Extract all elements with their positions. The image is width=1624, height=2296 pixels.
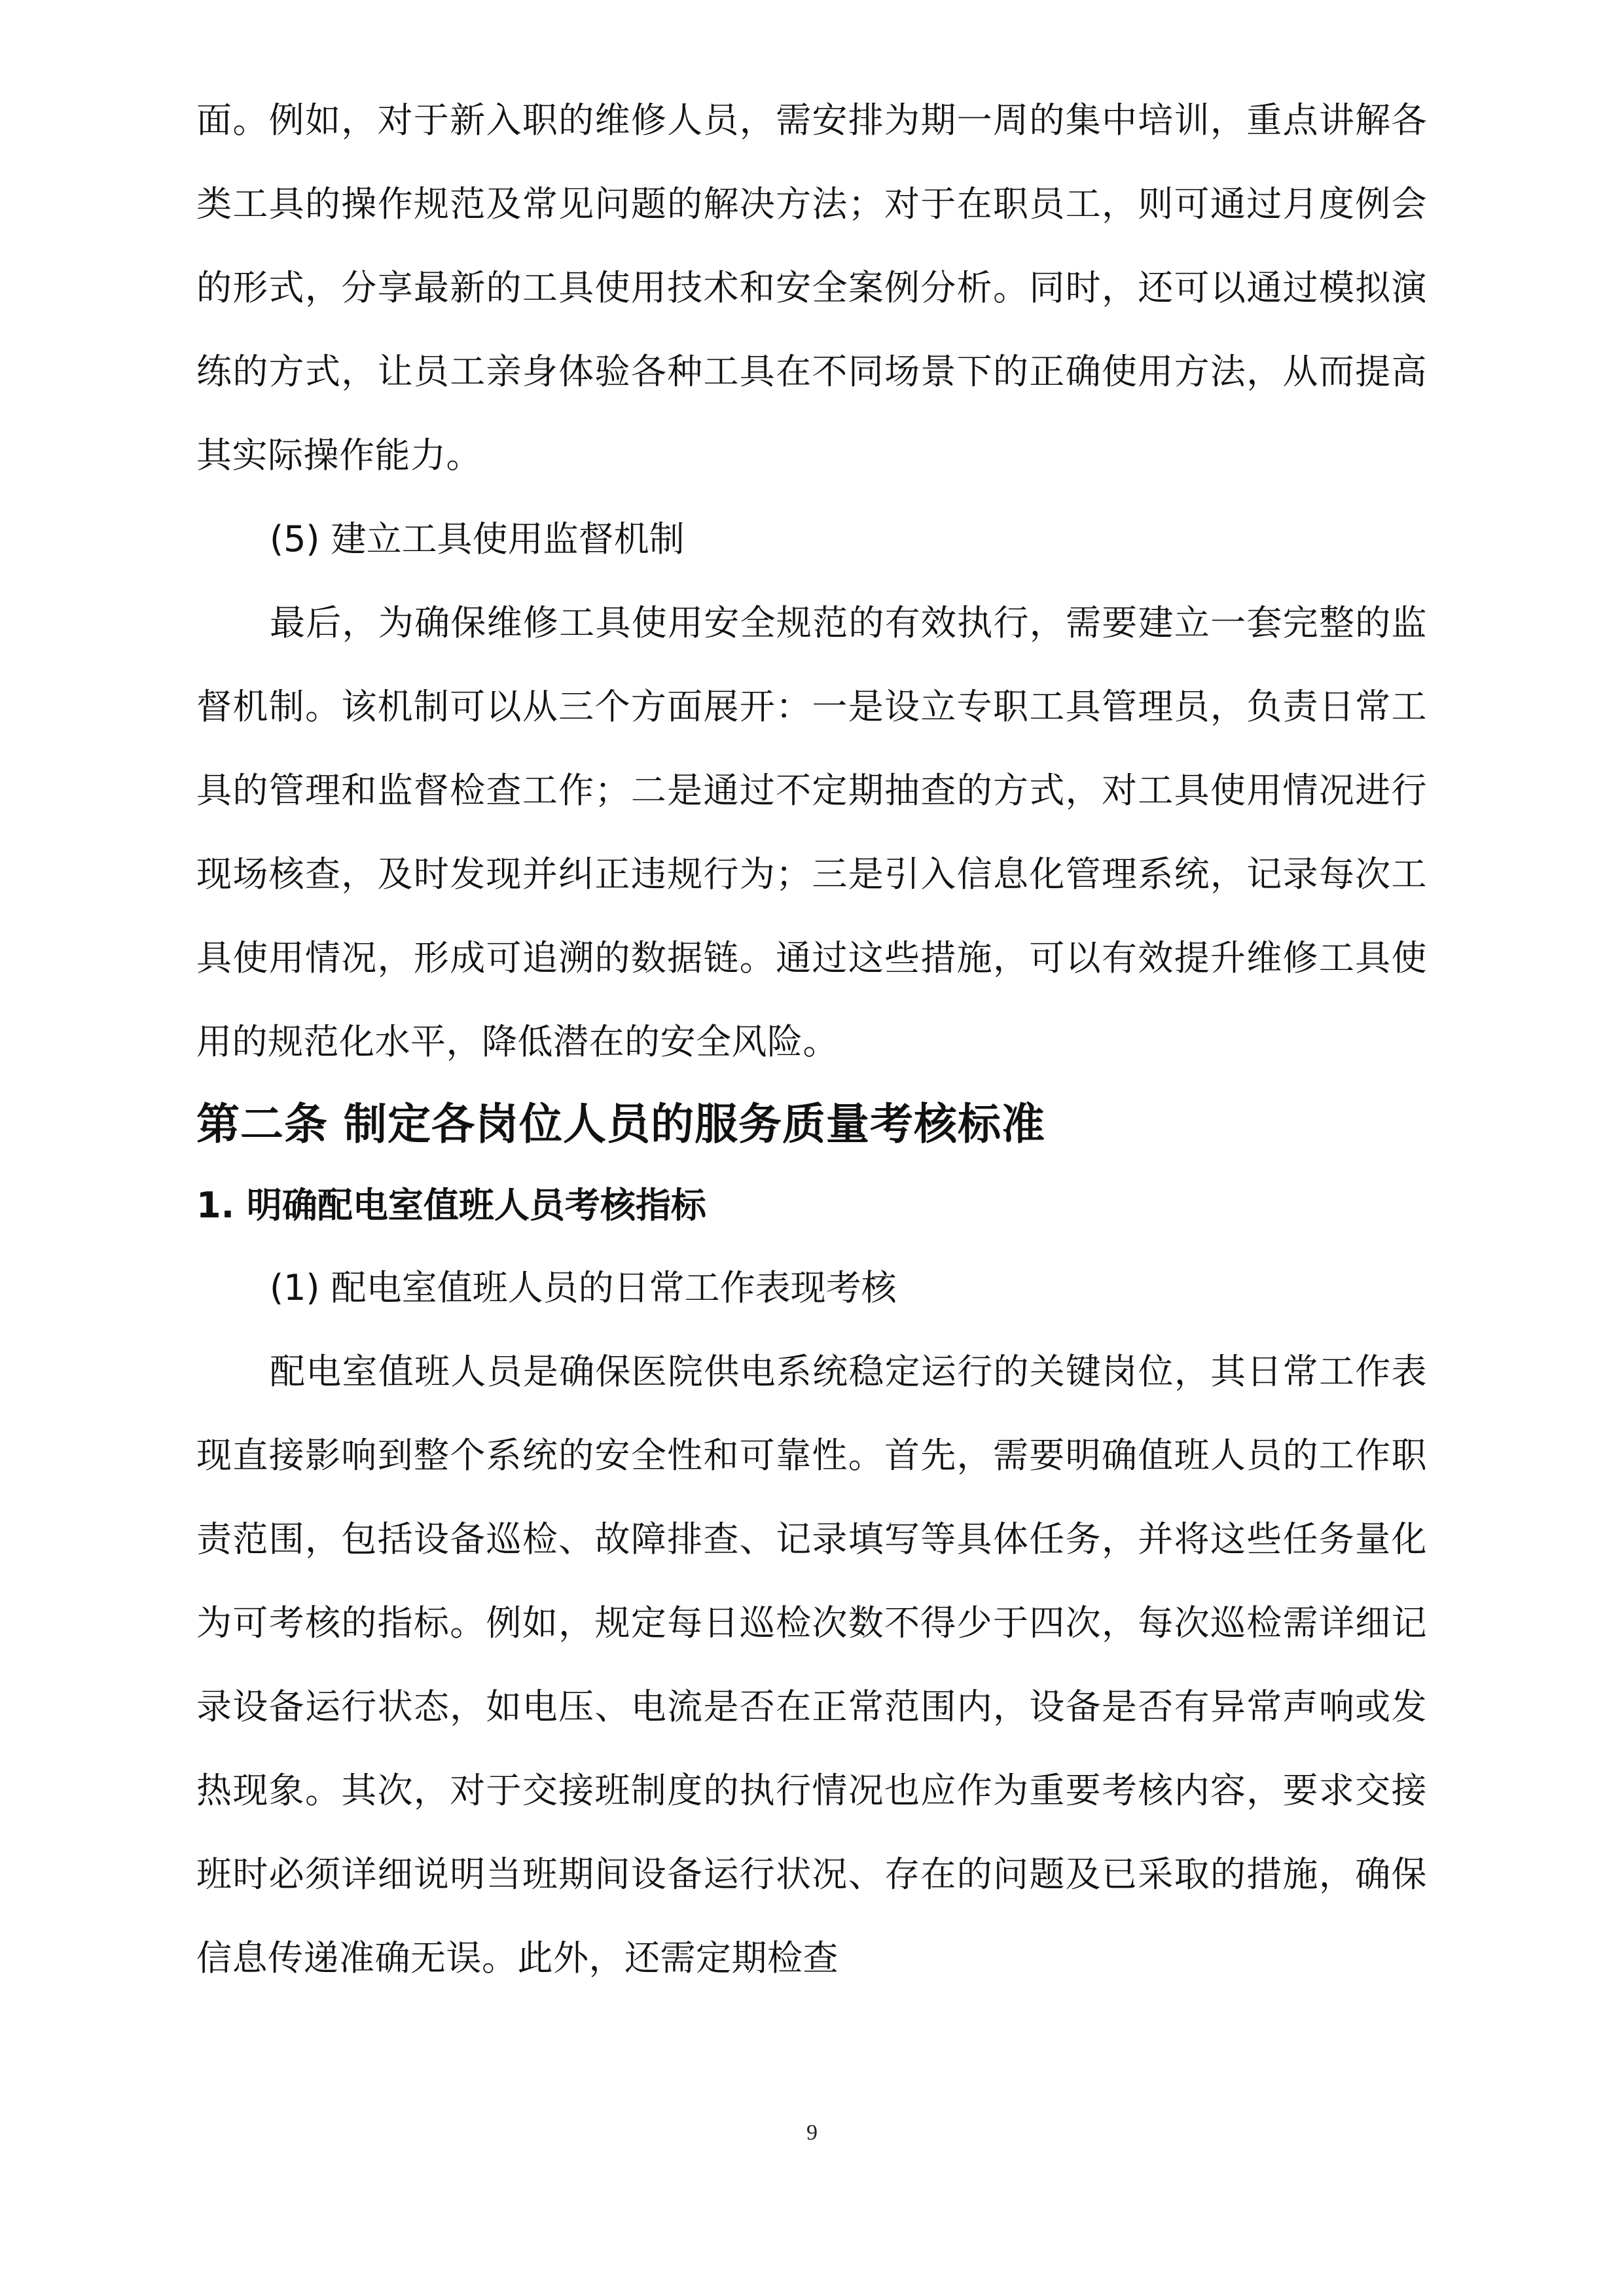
page-number: 9 bbox=[806, 2121, 818, 2145]
subheading-supervision-mechanism: (5) 建立工具使用监督机制 bbox=[270, 518, 685, 560]
paragraph-supervision: 最后，为确保维修工具使用安全规范的有效执行，需要建立一套完整的监督机制。该机制可以从三个方面展开：一是设立专职工具管理员，负责日常工具的管理和监督检查工作；二是通过不定期抽查的方式，对工具使用情况进行现场核查，及时发现并纠正违规行为；三是引入信息化管理系统，记录每次工具使用情况，形成可追溯的数据链。通过这些措施，可以有效提升维修工具使用的规范化水平，降低潜在的安全风险。 bbox=[196, 602, 1427, 1062]
item-heading-duty-indicators: 1. 明确配电室值班人员考核指标 bbox=[196, 1185, 706, 1226]
paragraph-duty-assessment: 配电室值班人员是确保医院供电系统稳定运行的关键岗位，其日常工作表现直接影响到整个系统的安全性和可靠性。首先，需要明确值班人员的工作职责范围，包括设备巡检、故障排查、记录填写等具体任务，并将这些任务量化为可考核的指标。例如，规定每日巡检次数不得少于四次，每次巡检需详细记录设备运行状态，如电压、电流是否在正常范围内，设备是否有异常声响或发热现象。其次，对于交接班制度的执行情况也应作为重要考核内容，要求交接班时必须详细说明当班期间设备运行状况、存在的问题及已采取的措施，确保信息传递准确无误。此外，还需定期检查 bbox=[196, 1351, 1427, 1979]
subheading-daily-performance: (1) 配电室值班人员的日常工作表现考核 bbox=[270, 1267, 897, 1308]
document-page bbox=[196, 79, 1427, 2000]
article-title: 第二条 制定各岗位人员的服务质量考核标准 bbox=[196, 1099, 1045, 1149]
paragraph-training-continued: 面。例如，对于新入职的维修人员，需安排为期一周的集中培训，重点讲解各类工具的操作规范及常见问题的解决方法；对于在职员工，则可通过月度例会的形式，分享最新的工具使用技术和安全案例分析。同时，还可以通过模拟演练的方式，让员工亲身体验各种工具在不同场景下的正确使用方法，从而提高其实际操作能力。 bbox=[196, 99, 1427, 476]
